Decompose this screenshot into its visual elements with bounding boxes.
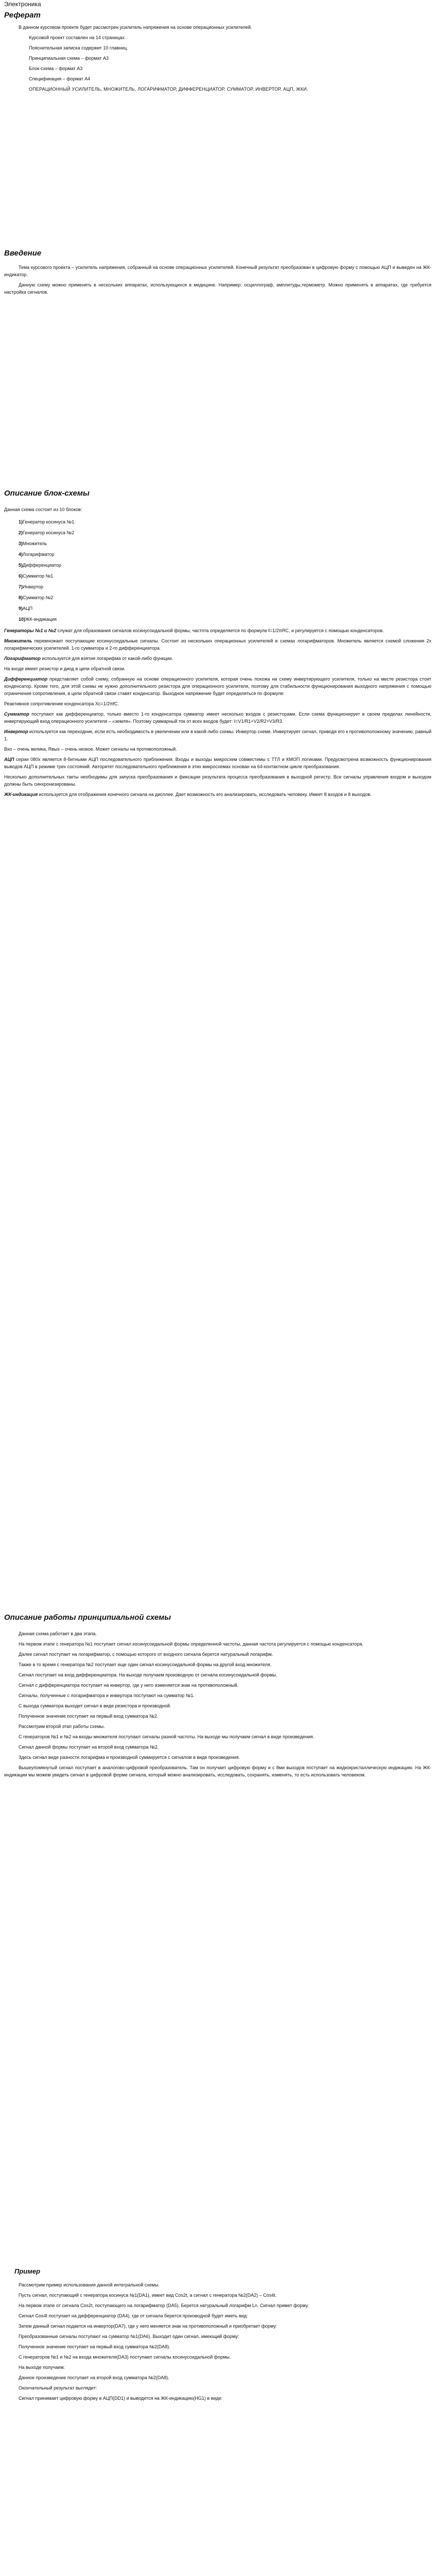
blocks-intro: Данная схема состоит из 10 блоков:	[4, 507, 82, 512]
block-desc: Множитель перемножает поступающие косинусоидальные сигналы. Состоит из нескольких операционных усилителей в схемах логарифматоров. Множитель является схемой сложения 2х логарифмических усилителей. 1-го сумматора и 2-го дифференциатора.	[4, 638, 431, 651]
list-item: 1)Генератор косинуса №1	[19, 519, 75, 524]
section-primer	[4, 2267, 431, 2405]
primer-paragraph: Рассмотрим пример использования данной интегральной схемы.	[19, 2282, 160, 2287]
block-desc: АЦП серии 080х является 8-битными АЦП последовательного приближения. Входы и выходы микросхем совместимы с ТТЛ и КМОП логиками. Предусмотрена возможность функционирования выводов АЦП в режиме трех состояний. Авторитет последовательного приближения в этих микросхемах основан на 64-контактном цикле преобразования.	[4, 757, 431, 769]
princip-paragraph: Данная схема работает в два этапа.	[19, 1631, 97, 1636]
block-desc: Несколько дополнительных такты необходимы для запуска преобразования и фиксации результата процесса преобразования в выходной регистр. Все сигналы управления входом и выходом должны быть синхронизированы.	[4, 774, 431, 787]
princip-paragraph: Полученное значение поступает на первый вход сумматора №2.	[19, 1714, 159, 1719]
primer-paragraph: Сигнал Cos4t поступает на дифференциатор (DA4), где от сигнала берется производной будет иметь вид:	[19, 2313, 248, 2318]
referat-paragraph: Курсовой проект составлен на 14 страницах.	[29, 35, 126, 40]
block-desc: Логарифматор используется для взятия логарифма от какой-либо функции.	[4, 656, 173, 661]
referat-paragraph: Спецификация – формат А4	[29, 76, 91, 81]
section-vvedenie	[4, 248, 431, 299]
block-desc: Реактивное сопротивление конденсатора Xc=1/2πfC.	[4, 701, 119, 706]
princip-paragraph: С выхода сумматора выходит сигнал в виде резистора и производной.	[19, 1703, 171, 1708]
list-item: 8)Сумматор №2	[19, 595, 54, 600]
section-blocks	[4, 488, 431, 801]
heading-referat: Реферат	[4, 11, 41, 20]
princip-paragraph: Рассмотрим второй этап работы схемы.	[19, 1724, 105, 1729]
princip-paragraph: Сигнал данной формы поступает на второй вход сумматора №2.	[19, 1744, 159, 1750]
block-desc: Дифференциатор представляет собой схему, собранную на основе операционного усилителя, которая очень похожа на схему инвертирующего усилителя, только на месте резистора стоит конденсатор. Кроме того, для этой схемы не нужно дополнительного резистора для операционного усилителя, поэтому для стабильности функционирования выходного напряжения с помощью ограничения сопротивления, в цепи обратной связи ставят конденсатор. Выходное напряжение будет определяться по формуле:	[4, 676, 431, 696]
princip-paragraph: С генераторов №1 и №2 на входы множителя поступают сигналы разной частоты. На выходе мы получаем сигнал в виде произведения.	[19, 1734, 315, 1739]
blocks-list	[4, 518, 431, 623]
primer-paragraph: С генераторов №1 и №2 на входа множителя(DA3) поступают сигналы косинусоидальной формы.	[19, 2354, 231, 2360]
section-princip	[4, 1613, 431, 1782]
vvedenie-paragraph: Тема курсового проекта – усилитель напряжения, собранный на основе операционных усилителей. Конечный результат преобразован в цифровую форму с помощью АЦП и выведен на ЖК-индикатор.	[4, 265, 431, 277]
primer-paragraph: Окончательный результат выглядит:	[19, 2385, 97, 2391]
primer-paragraph: Данное произведение поступает на второй вход сумматора №2(DA8).	[19, 2375, 169, 2380]
primer-paragraph: Полученное значение поступает на первый вход сумматора №2(DA8).	[19, 2344, 170, 2349]
list-item: 4)Логарифматор	[19, 552, 55, 557]
list-item: 9)АЦП	[19, 606, 33, 611]
primer-paragraph: Пусть сигнал, поступающий с генератора косинуса №1(DA1), имеет вид Cos2t, а сигнал с генератора №2(DA2) – Cos4t.	[19, 2293, 277, 2298]
heading-princip: Описание работы принципиальной схемы	[4, 1613, 171, 1622]
block-desc: Инвертор используется как переходник, если есть необходимость в увеличении или в какой-либо схемы. Инвертор схеме. Инвертирует сигнал, приводя его к противоположному значению, равный 1.	[4, 729, 431, 741]
referat-paragraph: Пояснительная записка содержит 10 главниц.	[29, 45, 128, 50]
heading-blocks: Описание блок-схемы	[4, 489, 90, 498]
heading-vvedenie: Введение	[4, 249, 42, 258]
site-title: Электроника	[4, 1, 41, 8]
princip-paragraph: Сигналы, полученные с логарифматора и инвертора поступают на сумматор №1.	[19, 1693, 195, 1698]
list-item: 2)Генератор косинуса №2	[19, 530, 75, 535]
heading-primer: Пример	[14, 2267, 41, 2275]
block-desc: На входе имеет резистор и диод в цепи обратной связи.	[4, 666, 126, 671]
primer-paragraph: Преобразованные сигналы поступают на сумматор №1(DA6). Выходит один сигнал, имеющий форму:	[19, 2334, 239, 2339]
referat-paragraph: В данном курсовом проекте будет рассмотрен усилитель напряжения на основе операционных усилителей.	[19, 25, 252, 30]
princip-paragraph: Сигнал поступает на вход дифференциатора. На выходе получаем производную от сигнала косинусоидальной формы.	[19, 1672, 277, 1677]
referat-paragraph: Блок-схема – формат А3	[29, 66, 83, 71]
princip-paragraph: На первом этапе с генератора №1 поступает сигнал косинусоидальной формы определенной частоты, данная частота регулируется с помощью конденсатора.	[19, 1641, 363, 1647]
primer-paragraph: Сигнал принимает цифровую форму в АЦП(DD1) и выводится на ЖК-индикацию(HG1) в виде:	[19, 2396, 223, 2401]
list-item: 10)ЖК-индикация	[19, 617, 57, 622]
referat-keywords: ОПЕРАЦИОННЫЙ УСИЛИТЕЛЬ, МНОЖИТЕЛЬ, ЛОГАРИФМАТОР, ДИФФЕРЕНЦИАТОР, СУММАТОР, ИНВЕРТОР, АЦП, ЖКИ.	[29, 87, 308, 92]
list-item: 5)Дифференциатор	[19, 563, 61, 568]
princip-paragraph: Здесь сигнал виде разности логарифма и производной суммируется с сигналом в виде произведения.	[19, 1755, 240, 1760]
list-item: 7)Инвертор	[19, 584, 43, 589]
block-desc: ЖК-индикация используется для отображения конечного сигнала на дисплее. Дает возможность его анализировать, исследовать человеку. Имеет 8 входов и 8 выходов.	[4, 792, 372, 797]
primer-paragraph: На первом этапе от сигнала Cos2t, поступающего на логарифматор (DA5). Берется натуральный логарифм Ln. Сигнал примет форму.	[19, 2303, 309, 2308]
block-desc: Сумматор поступают как дифференциатор, только вместо 1-го конденсатора сумматор имеет несколько входов с резисторами. Если схема функционирует в своем пределах линейности, инвертирующий вход операционного усилителя – «земля». Поэтому суммарный ток от всех входов будет: I=V1/R1+V2/R2+V3/R3.	[4, 711, 431, 724]
list-item: 6)Сумматор №1	[19, 573, 54, 579]
block-desc: Генераторы №1 и №2 служат для образования сигналов косинусоидальной формы, частота определяется по формуле f=1/2πRC, и регулируется с помощью конденсаторов.	[4, 628, 384, 633]
vvedenie-paragraph: Данную схему можно применять в нескольких аппаратах, использующихся в медицине. Например: осциллограф, амплитуды,термометр. Можно применять в аппаратах, где требуется настройка сигналов.	[4, 282, 431, 295]
princip-paragraph: Также в то время с генератора №2 поступает еще один сигнал косинусоидальной формы на другой вход множителя.	[19, 1662, 272, 1667]
princip-paragraph: Далее сигнал поступает на логарифматор, с помощью которого от входного сигнала берется натуральный логарифм.	[19, 1652, 273, 1657]
primer-paragraph: На выходе получаем:	[19, 2365, 65, 2370]
princip-paragraph: Вышеупомянутый сигнал поступает в аналогово-цифровой преобразователь. Там он получает цифровую форму и с 8ми выходов поступает на жидкокристаллическую индикацию. На ЖК-индикации мы можем увидеть сигнал в цифровой форме сигнала, который можно анализировать, исследовать, сохранять, изменять, то есть использовать человеком.	[4, 1765, 431, 1777]
block-desc: Вхо – очень велика, Rвых – очень низкое. Может сигналы на противоположный.	[4, 747, 177, 752]
primer-paragraph: Затем данный сигнал подается на инвертор(DA7), где у него меняется знак на противоположный и приобретает форму:	[19, 2324, 277, 2329]
section-referat	[4, 10, 431, 96]
princip-paragraph: Сигнал с дифференциатора поступает на инвертор, где у него изменяется знак на противоположный.	[19, 1683, 238, 1688]
blocks-descriptions	[4, 627, 431, 798]
list-item: 3)Множитель	[19, 541, 47, 546]
referat-paragraph: Принципиальная схема – формат А3	[29, 56, 109, 61]
